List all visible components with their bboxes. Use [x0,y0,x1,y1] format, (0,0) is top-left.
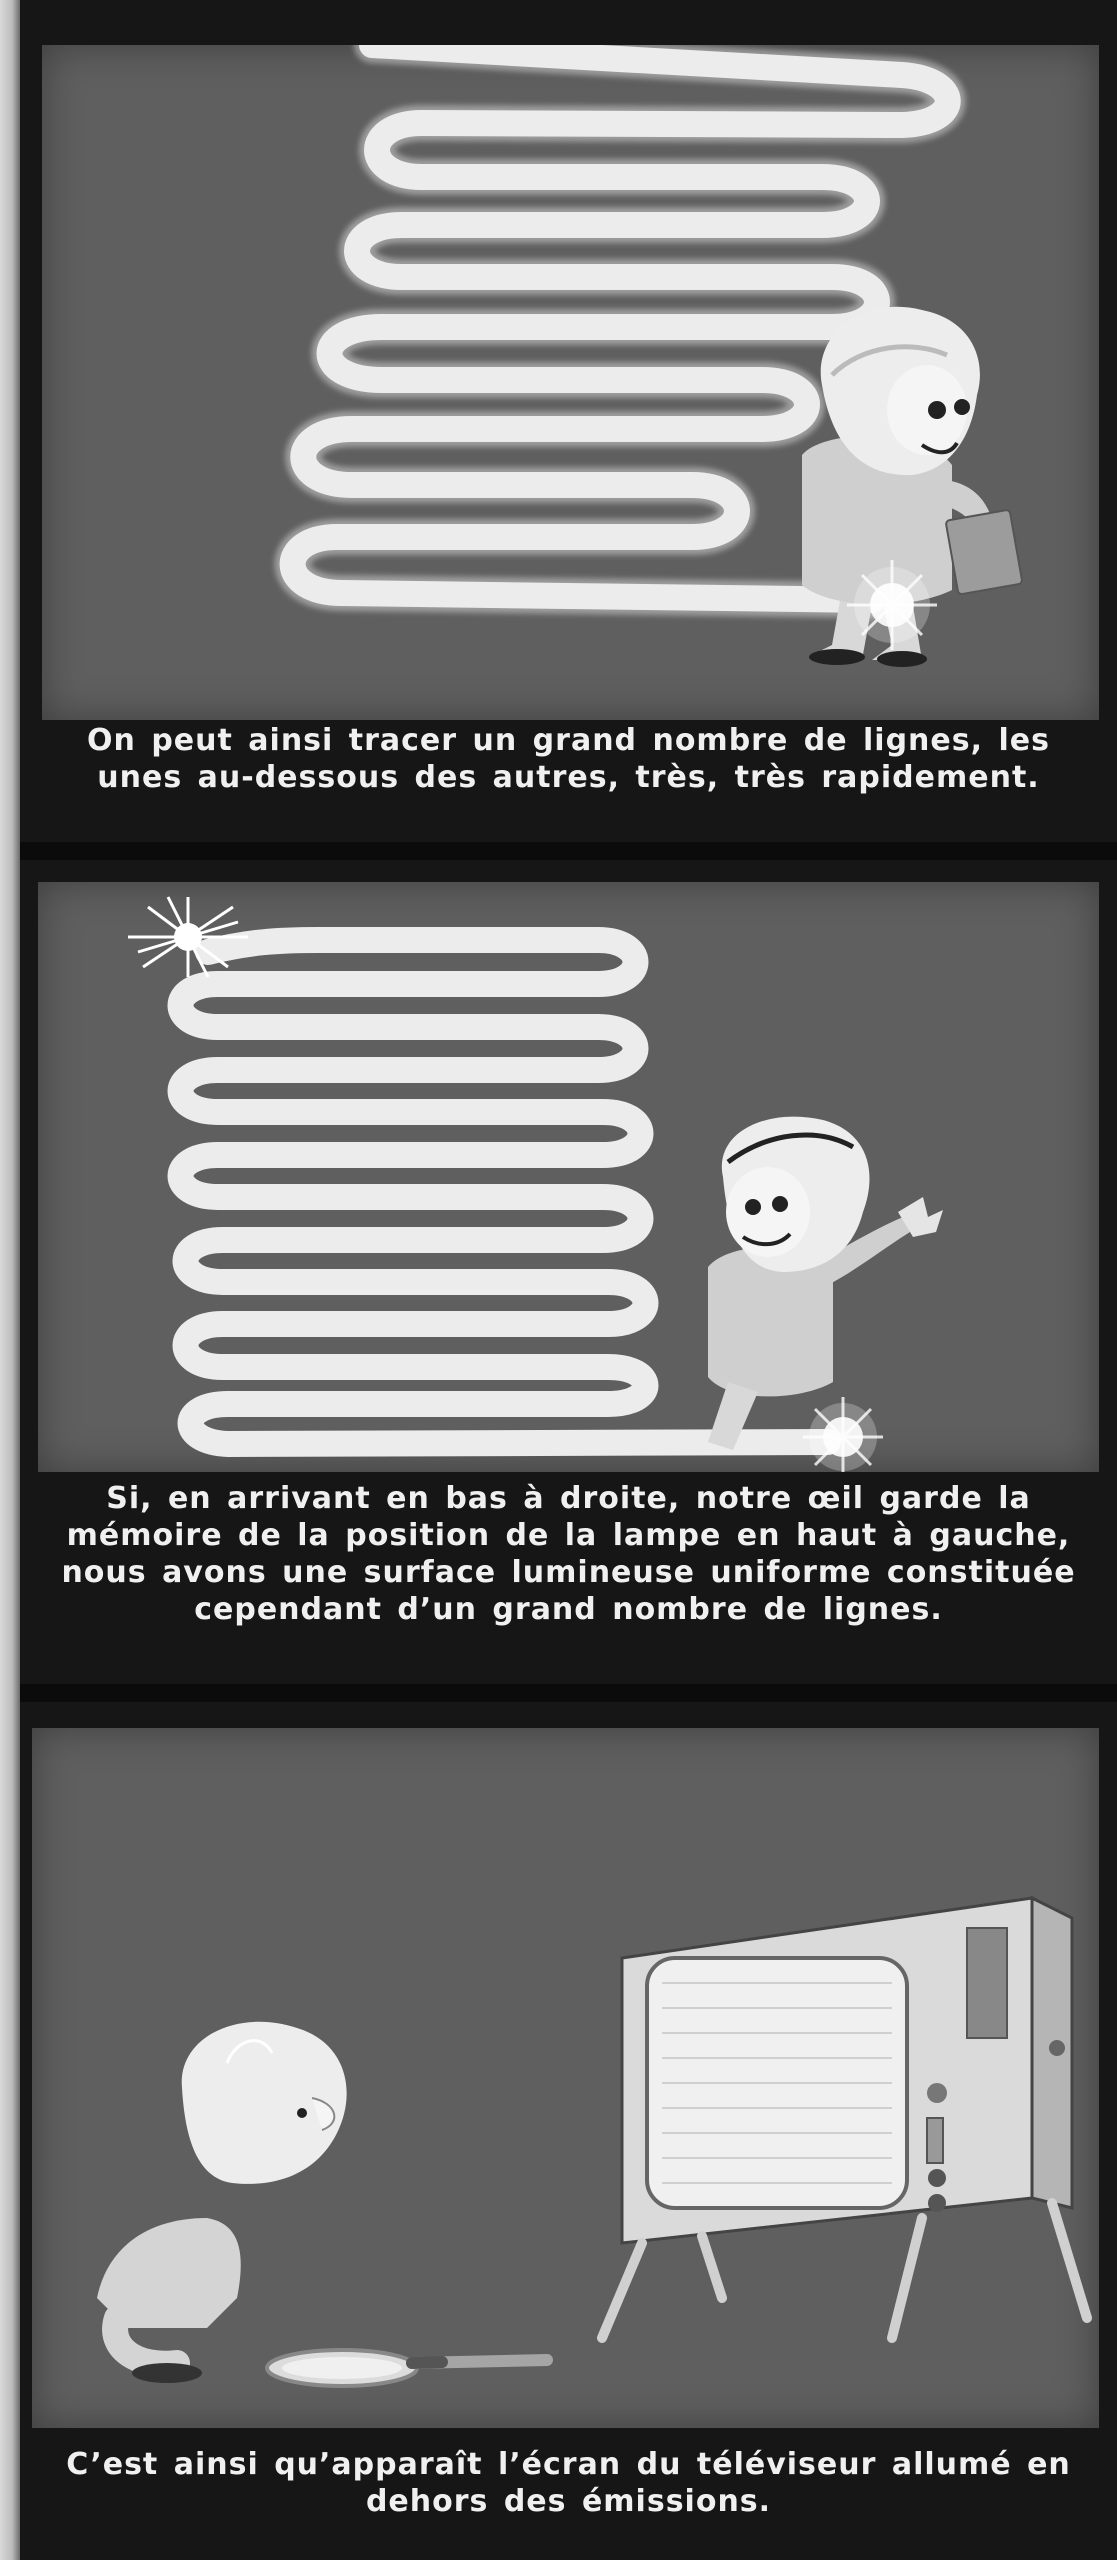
magnifying-glass-icon [267,2350,547,2386]
caption-line: C’est ainsi qu’apparaît l’écran du téléviseur allumé en [66,2447,1071,2482]
film-frame-3 [20,1702,1117,2560]
caption-line: Si, en arrivant en bas à droite, notre œil garde la [106,1481,1031,1516]
frame-3-illustration [32,1728,1099,2428]
film-frame-1 [20,0,1117,842]
caption-line: On peut ainsi tracer un grand nombre de lignes, les [87,723,1050,758]
boy-icon [708,1117,943,1450]
frame-divider [20,842,1117,860]
caption-line: cependant d’un grand nombre de lignes. [194,1592,943,1627]
frame-divider [20,1684,1117,1702]
frame-2-image [38,882,1099,1472]
frame-2-caption [50,1480,1087,1628]
frame-1-caption [50,722,1087,796]
frame-1-image [42,45,1099,720]
film-strip [20,0,1117,2560]
boy-icon [97,2022,347,2383]
lamp-icon [803,1397,883,1472]
film-frame-2 [20,860,1117,1684]
caption-line: nous avons une surface lumineuse uniforme constituée [61,1555,1076,1590]
frame-3-caption [50,2446,1087,2520]
frame-2-illustration [38,882,1099,1472]
caption-line: unes au-dessous des autres, très, très rapidement. [97,760,1040,795]
caption-line: dehors des émissions. [365,2484,772,2519]
television-icon [602,1898,1087,2338]
caption-line: mémoire de la position de la lampe en haut à gauche, [66,1518,1071,1553]
frame-3-image [32,1728,1099,2428]
film-edge [0,0,20,2560]
spark-icon [128,897,248,977]
frame-1-illustration [42,45,1099,720]
